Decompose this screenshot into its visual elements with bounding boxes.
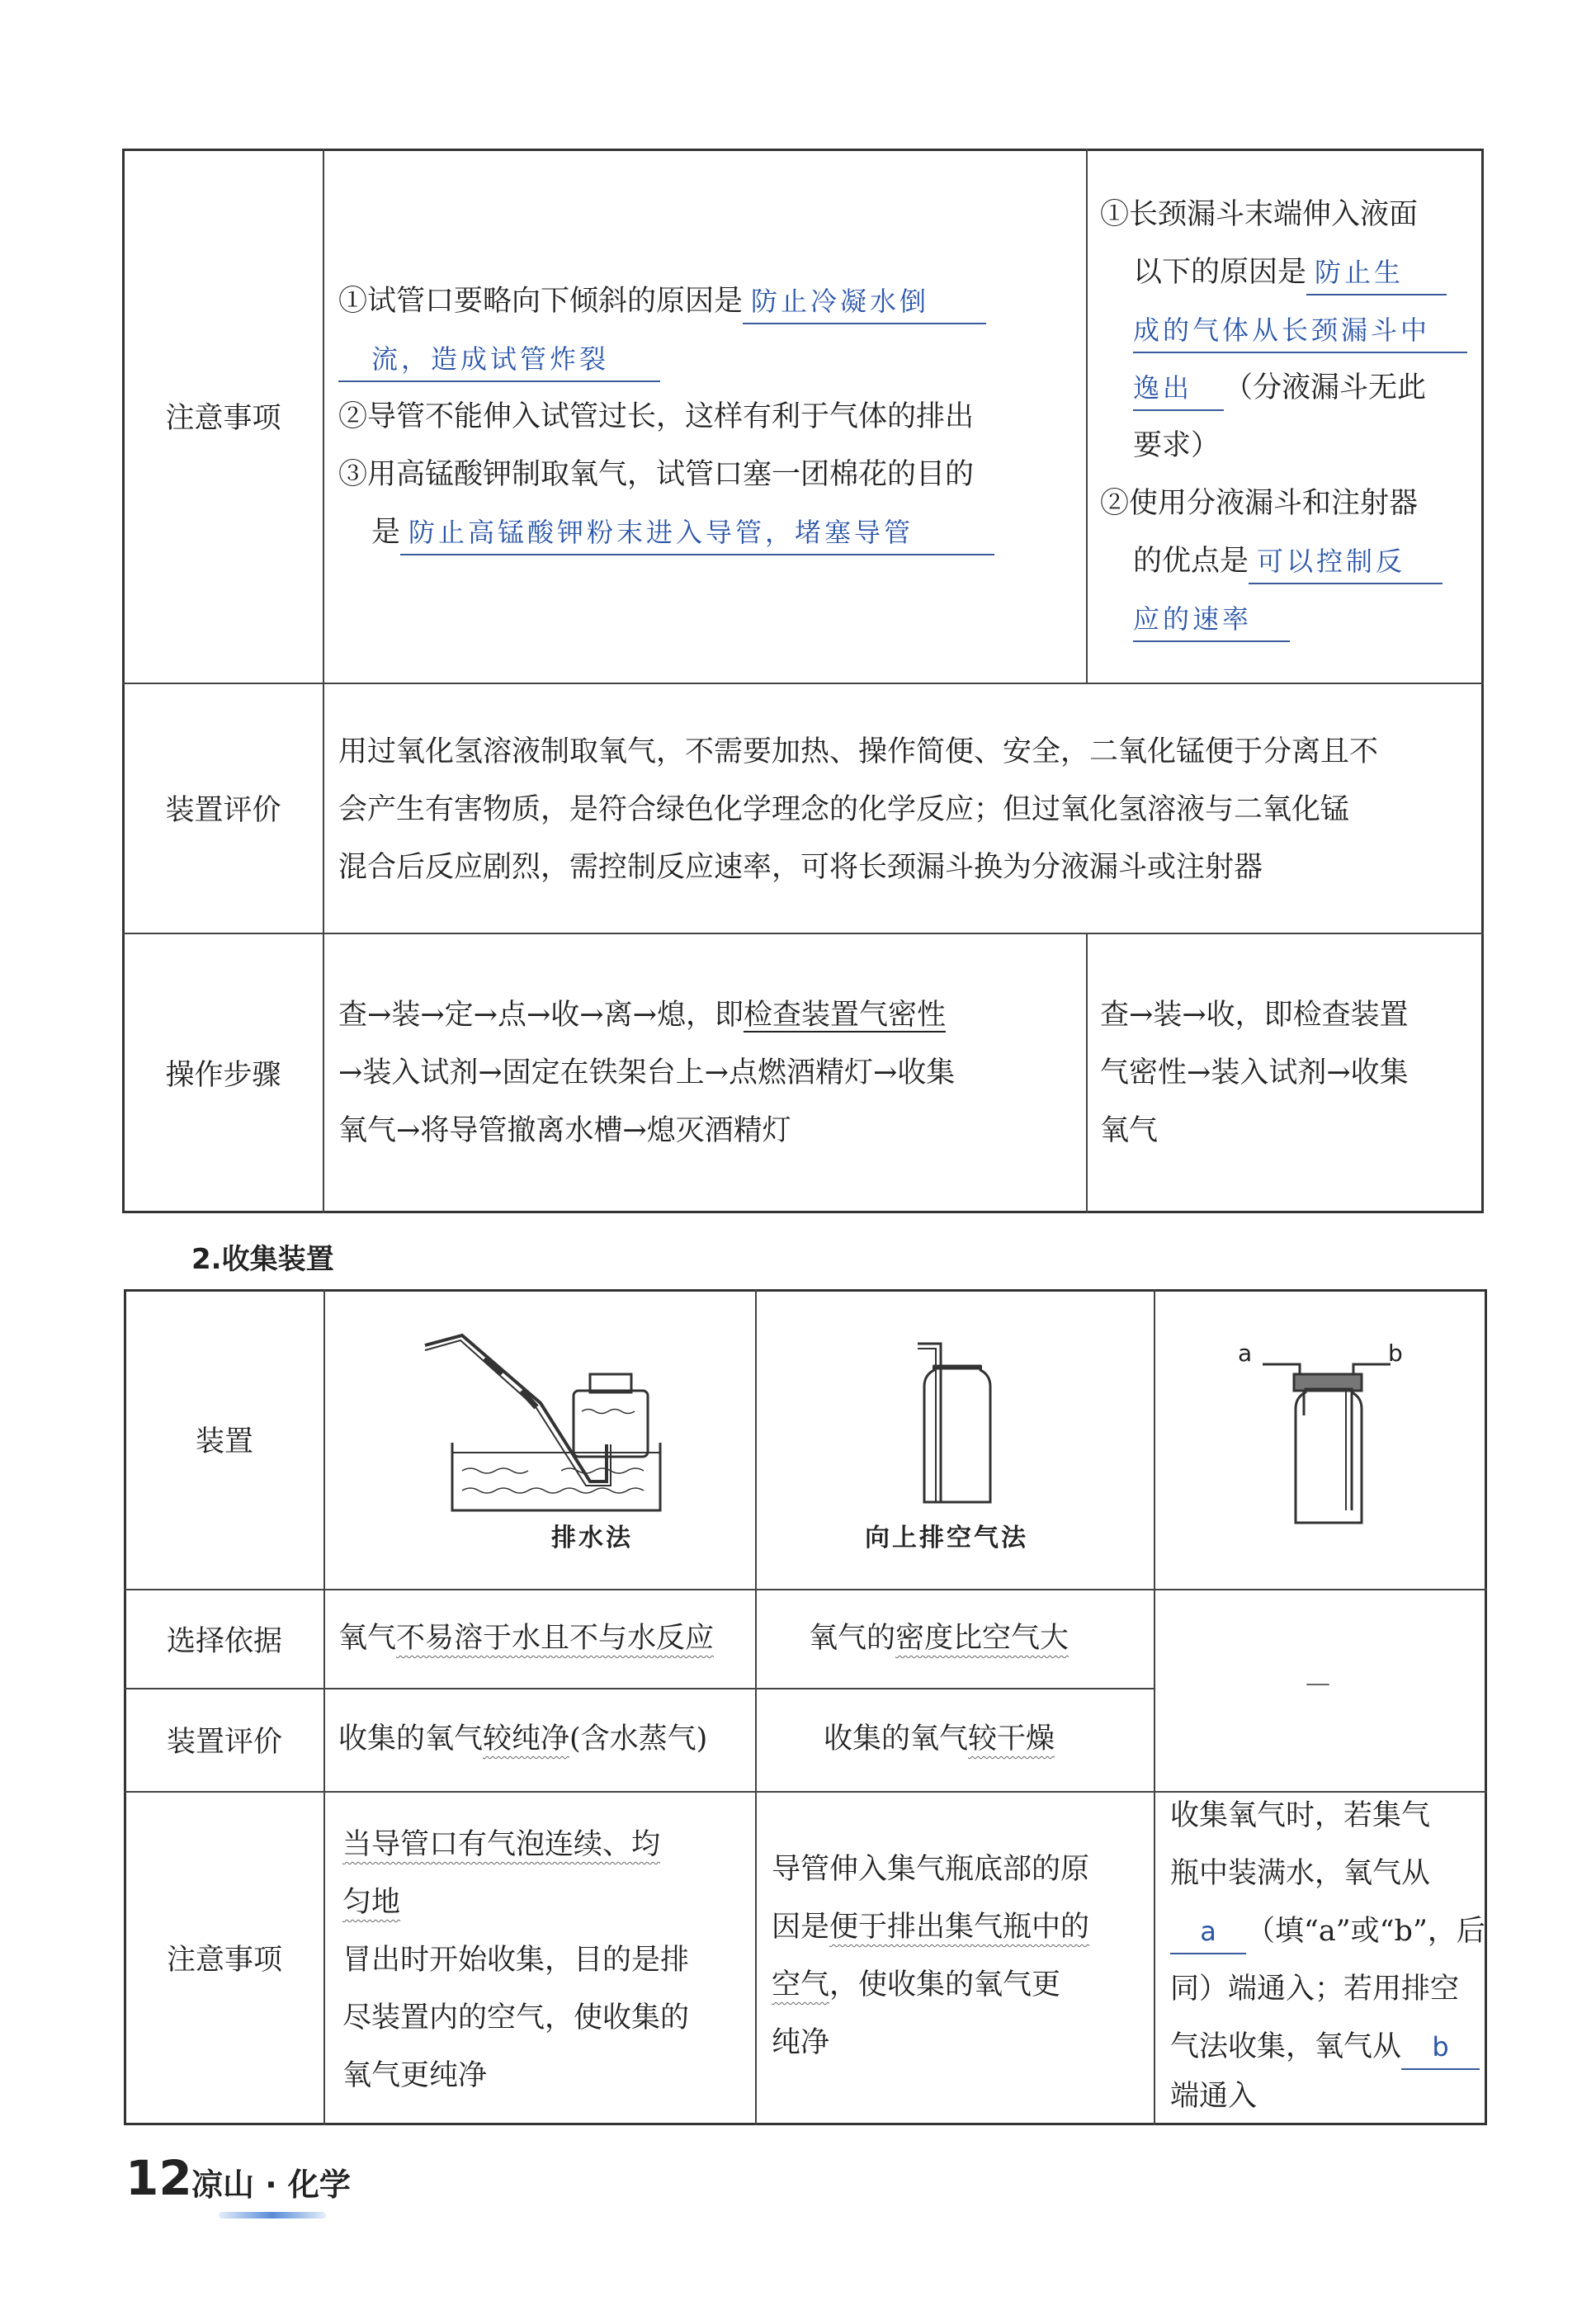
notes-left-line4: ③用高锰酸钾制取氧气，试管口塞一团棉花的目的 (338, 458, 975, 491)
notes-right-line4 (1100, 359, 1426, 417)
collect-notes-c1-line3: 冒出时开始收集，目的是排 (342, 1944, 690, 1977)
device-eval-col2 (824, 1710, 1055, 1768)
col-divider (1154, 1289, 1155, 2125)
text: 查→装→定→点→收→离→熄，即 (338, 999, 744, 1032)
collect-notes-c3-line2: 瓶中装满水，氧气从 (1170, 1857, 1431, 1890)
steps-right-line1: 查→装→收，即检查装置 (1100, 999, 1409, 1032)
text: 氧气的 (809, 1622, 896, 1655)
notes-left-line5 (338, 503, 994, 561)
caption-upward-air-method: 向上排空气法 (865, 1524, 1028, 1552)
answer-blank: 防止生 (1306, 251, 1447, 295)
eval-line1: 用过氧化氢溶液制取氧气，不需要加热、操作简便、安全，二氧化锰便于分离且不 (338, 735, 1379, 768)
col-divider (323, 149, 324, 1213)
collect-notes-c1-line5: 氧气更纯净 (342, 2059, 488, 2092)
wavy-underlined-text: 匀地 (342, 1886, 401, 1919)
answer-blank: 防止高锰酸钾粉末进入导管，堵塞导管 (400, 511, 994, 555)
basis-col3-dash: — (1306, 1669, 1330, 1698)
wavy-underlined-text: 空气 (772, 1968, 830, 2001)
row-label-eval: 装置评价 (165, 794, 281, 827)
col-divider (1086, 149, 1088, 683)
collect-notes-c1-line4: 尽装置内的空气，使收集的 (342, 2001, 690, 2034)
footer-subtitle: 凉山 · 化学 (191, 2167, 351, 2203)
steps-right-line2: 气密性→装入试剂→收集 (1100, 1056, 1409, 1089)
wavy-underlined-text: 密度比空气大 (895, 1622, 1070, 1655)
wavy-underlined-text: 不易溶于水且不与水反应 (396, 1622, 715, 1655)
basis-col2 (809, 1609, 1069, 1667)
text: 的优点是 (1133, 545, 1249, 578)
answer-blank: 可以控制反 (1249, 540, 1443, 584)
col-divider (1086, 933, 1088, 1213)
notes-right-line5: 要求） (1133, 429, 1221, 462)
notes-left-line2 (338, 330, 660, 388)
notes-right-line3 (1100, 301, 1467, 359)
multi-purpose-bottle-diagram (1254, 1341, 1399, 1527)
notes-left-line3: ②导管不能伸入试管过长，这样有利于气体的排出 (338, 400, 975, 433)
notes-right-line2 (1100, 243, 1447, 301)
collect-notes-c3-line6: 端通入 (1170, 2080, 1258, 2113)
row-label-device-eval: 装置评价 (166, 1726, 282, 1759)
text: ①试管口要略向下倾斜的原因是 (338, 285, 744, 318)
text: ，使收集的氧气更 (829, 1968, 1061, 2001)
wavy-underlined-text: 便于排出集气瓶中的 (829, 1911, 1090, 1944)
underlined-text: 检查装置气密性 (743, 999, 946, 1032)
text: （分液漏斗无此 (1224, 371, 1427, 404)
row-label-steps: 操作步骤 (165, 1058, 281, 1092)
wavy-underlined-text: 较纯净 (483, 1722, 570, 1755)
row-divider (122, 683, 1484, 684)
basis-col1 (338, 1609, 714, 1667)
notes-right-line8 (1100, 590, 1290, 648)
answer-blank: 成的气体从长颈漏斗中 (1133, 309, 1467, 353)
collect-notes-c3-line1: 收集氧气时，若集气 (1170, 1799, 1431, 1832)
notes-right-line7 (1100, 532, 1443, 590)
collect-notes-c1-line1 (342, 1816, 660, 1874)
row-divider (122, 933, 1484, 934)
row-label-notes: 注意事项 (165, 401, 281, 435)
answer-blank: a (1170, 1910, 1246, 1954)
device-eval-col1 (338, 1710, 707, 1768)
row-label-basis: 选择依据 (166, 1624, 282, 1658)
answer-blank: 逸出 (1133, 366, 1224, 411)
row-divider (124, 1589, 1487, 1590)
wavy-underlined-text: 较干燥 (968, 1722, 1055, 1755)
eval-line2: 会产生有害物质，是符合绿色化学理念的化学反应；但过氧化氢溶液与二氧化锰 (338, 793, 1350, 826)
row-label-device: 装置 (195, 1425, 253, 1458)
collect-notes-c3-line4: 同）端通入；若用排空 (1170, 1973, 1460, 2006)
collect-notes-c3-line3 (1170, 1902, 1485, 1960)
eval-line3: 混合后反应剧烈，需控制反应速率，可将长颈漏斗换为分液漏斗或注射器 (338, 851, 1263, 884)
row-label-collection-notes: 注意事项 (166, 1944, 282, 1977)
text: 是 (371, 516, 401, 549)
notes-left-line1 (338, 272, 986, 330)
port-label-a: a (1238, 1340, 1253, 1367)
notes-right-line1: ①长颈漏斗末端伸入液面 (1100, 198, 1419, 231)
upward-air-displacement-diagram (900, 1329, 999, 1510)
text: 以下的原因是 (1133, 256, 1307, 289)
text: （填“a”或“b”，后 (1246, 1915, 1485, 1948)
text: 收集的氧气 (338, 1722, 484, 1755)
col-divider (755, 1289, 757, 2125)
text: 因是 (772, 1911, 830, 1944)
footer-accent-bar (219, 2212, 326, 2219)
col-divider (323, 1289, 325, 2125)
water-displacement-apparatus-diagram (413, 1329, 677, 1519)
collect-notes-c2-line3 (772, 1956, 1060, 2014)
steps-left-line3: 氧气→将导管撤离水槽→熄灭酒精灯 (338, 1114, 791, 1147)
wavy-underlined-text: 当导管口有气泡连续、均 (342, 1828, 661, 1861)
caption-water-method: 排水法 (551, 1524, 633, 1552)
text: (含水蒸气) (569, 1722, 708, 1755)
section-title: 2.收集装置 (191, 1243, 334, 1276)
collect-notes-c1-line2 (342, 1874, 400, 1931)
text: 收集的氧气 (824, 1722, 969, 1755)
answer-blank: 流，造成试管炸裂 (338, 338, 660, 382)
steps-right-line3: 氧气 (1100, 1114, 1159, 1147)
steps-left-line1 (338, 986, 946, 1044)
collect-notes-c2-line4: 纯净 (772, 2026, 830, 2059)
page-number: 12 (125, 2150, 192, 2206)
text: 氧气 (338, 1622, 397, 1655)
answer-blank: 防止冷凝水倒 (743, 280, 986, 324)
collect-notes-c2-line2 (772, 1898, 1089, 1956)
answer-blank: 应的速率 (1133, 598, 1290, 642)
notes-right-line6: ②使用分液漏斗和注射器 (1100, 487, 1419, 520)
steps-left-line2: →装入试剂→固定在铁架台上→点燃酒精灯→收集 (338, 1056, 956, 1089)
answer-blank: b (1401, 2025, 1480, 2070)
text: 气法收集，氧气从 (1170, 2030, 1402, 2063)
port-label-b: b (1388, 1340, 1403, 1367)
collect-notes-c2-line1: 导管伸入集气瓶底部的原 (772, 1853, 1090, 1886)
